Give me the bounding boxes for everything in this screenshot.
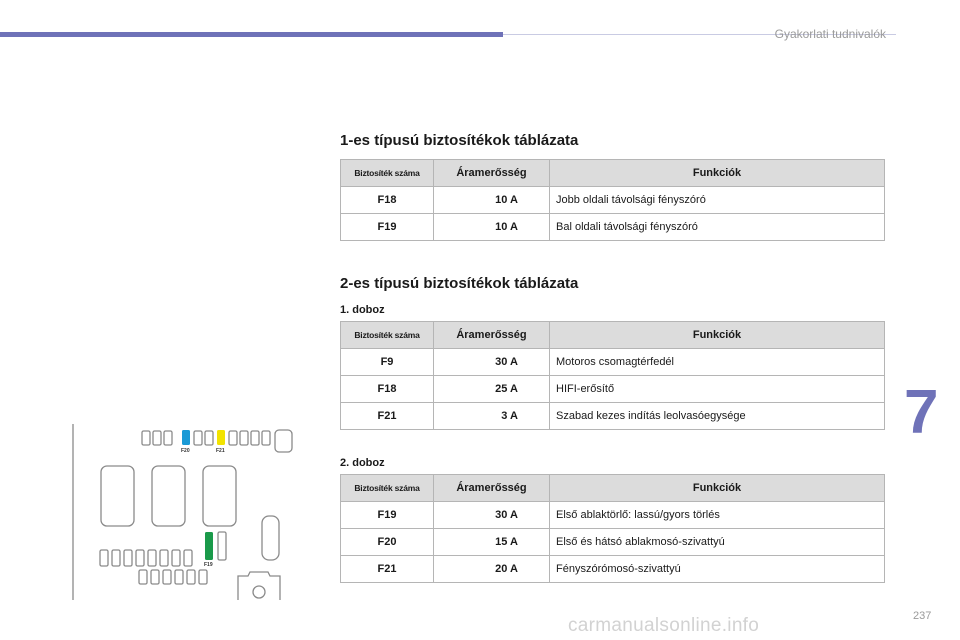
fuse-amperage: 10 A (434, 214, 550, 241)
section-header: Gyakorlati tudnivalók (774, 27, 886, 41)
connector-hole (253, 586, 265, 598)
table2-title: 2-es típusú biztosítékok táblázata (340, 275, 579, 292)
fuse-number: F19 (341, 214, 434, 241)
fuse-table-box2 (340, 474, 885, 583)
fuse-function: Első ablaktörlő: lassú/gyors törlés (550, 502, 885, 529)
fuse-number: F20 (341, 529, 434, 556)
fuse-function: HIFI-erősítő (550, 376, 885, 403)
table-header-row (341, 160, 885, 187)
table-header-row (341, 322, 885, 349)
fuse-function: Bal oldali távolsági fényszóró (550, 214, 885, 241)
relay-4 (262, 516, 279, 560)
label-f19: F19 (204, 562, 213, 568)
table-row (341, 502, 885, 529)
fuse-table-type1 (340, 159, 885, 241)
table-row (341, 403, 885, 430)
fuse-amperage: 20 A (434, 556, 550, 583)
fuse-function: Fényszórómosó-szivattyú (550, 556, 885, 583)
fuse-f21-highlight (217, 430, 225, 445)
table-row (341, 529, 885, 556)
box1-label: 1. doboz (340, 304, 385, 316)
table-row (341, 214, 885, 241)
header-amperage: Áramerősség (434, 160, 550, 187)
header-functions: Funkciók (550, 322, 885, 349)
header-fuse-number: Biztosíték száma (341, 322, 434, 349)
label-f21: F21 (216, 448, 225, 454)
watermark: carmanualsonline.info (568, 615, 760, 636)
chapter-number: 7 (904, 378, 939, 447)
label-f20: F20 (181, 448, 190, 454)
fuse-number: F21 (341, 403, 434, 430)
page-number: 237 (913, 610, 932, 622)
table-row (341, 187, 885, 214)
header-functions: Funkciók (550, 160, 885, 187)
header-functions: Funkciók (550, 475, 885, 502)
fuse-amperage: 10 A (434, 187, 550, 214)
fuse-number: F9 (341, 349, 434, 376)
table-row (341, 349, 885, 376)
fuse-amperage: 25 A (434, 376, 550, 403)
relay-2 (152, 466, 185, 526)
header-amperage: Áramerősség (434, 475, 550, 502)
table-header-row (341, 475, 885, 502)
fuse-table-box1 (340, 321, 885, 430)
fuse-amperage: 15 A (434, 529, 550, 556)
fuse-amperage: 3 A (434, 403, 550, 430)
fuse-number: F21 (341, 556, 434, 583)
fuse-number: F18 (341, 376, 434, 403)
fuse-amperage: 30 A (434, 502, 550, 529)
fuse-function: Jobb oldali távolsági fényszóró (550, 187, 885, 214)
fuse-number: F19 (341, 502, 434, 529)
relay-1 (101, 466, 134, 526)
top-accent-bar (0, 32, 503, 37)
header-amperage: Áramerősség (434, 322, 550, 349)
table-row (341, 556, 885, 583)
table-row (341, 376, 885, 403)
fuse-f19-highlight (205, 532, 213, 560)
header-fuse-number: Biztosíték száma (341, 475, 434, 502)
table1-title: 1-es típusú biztosítékok táblázata (340, 132, 579, 149)
header-fuse-number: Biztosíték száma (341, 160, 434, 187)
fuse-f20-highlight (182, 430, 190, 445)
fuse-function: Első és hátsó ablakmosó-szivattyú (550, 529, 885, 556)
fuse-number: F18 (341, 187, 434, 214)
relay-3 (203, 466, 236, 526)
box2-label: 2. doboz (340, 457, 385, 469)
fuse-amperage: 30 A (434, 349, 550, 376)
fuse-box-diagram (72, 424, 302, 600)
fuse-function: Szabad kezes indítás leolvasóegysége (550, 403, 885, 430)
fuse-function: Motoros csomagtérfedél (550, 349, 885, 376)
